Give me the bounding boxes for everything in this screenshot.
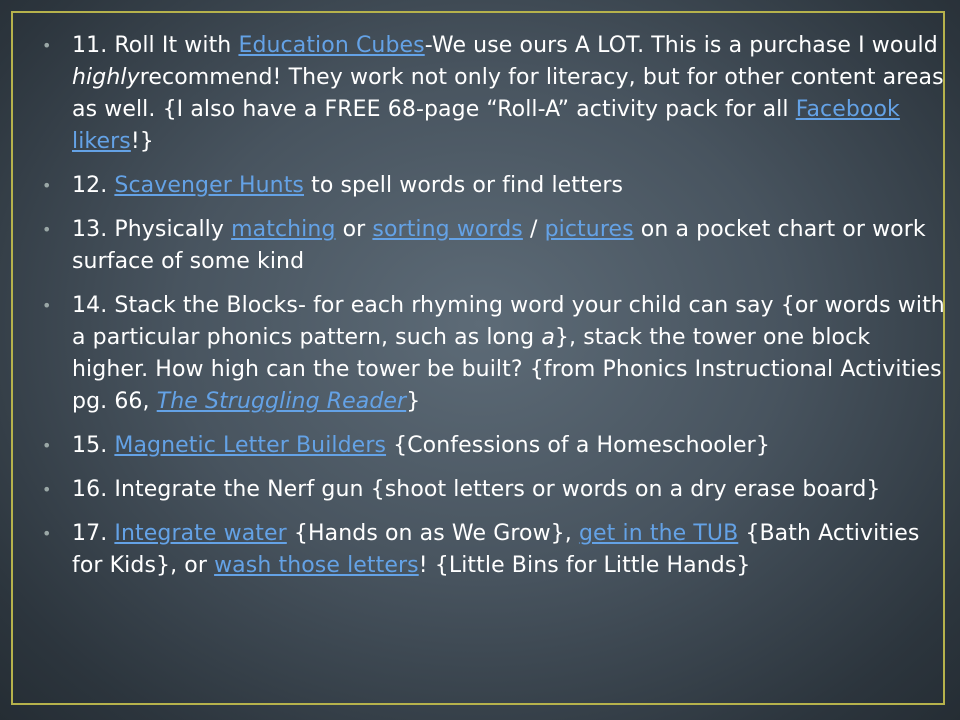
bullet-dot-icon: • [42,296,52,315]
emphasis-text: a [541,325,555,350]
emphasis-text: highly [72,65,140,90]
body-text: / [522,217,545,242]
bullet-dot-icon: • [42,524,52,543]
hyperlink[interactable]: Scavenger Hunts [114,173,304,198]
bullet-item [40,214,952,278]
body-text: on a pocket chart or work surface of some kind [72,217,926,274]
bullet-dot-icon: • [42,36,52,55]
body-text: 15. [72,433,115,458]
hyperlink[interactable]: Facebook likers [72,97,900,154]
body-text: ! {Little Bins for Little Hands} [418,553,751,578]
hyperlink[interactable]: sorting words [372,217,523,242]
body-text: 16. Integrate the Nerf gun {shoot letters or words on a dry erase board} [72,477,881,502]
body-text: 11. Roll It with [72,33,239,58]
body-text: {Confessions of a Homeschooler} [386,433,770,458]
body-text: 12. [72,173,115,198]
hyperlink[interactable]: Magnetic Letter Builders [114,433,387,458]
body-text: {Bath Activities for Kids}, or [72,521,920,578]
body-text: }, stack the tower one block higher. How high can the tower be built? {from Phonics Instructional Activities pg. 66, [72,325,942,414]
bullet-item [40,30,952,158]
hyperlink[interactable]: Integrate water [114,521,287,546]
body-text: 14. Stack the Blocks- for each rhyming word your child can say {or words with a particular phonics pattern, such as long [72,293,945,350]
body-text: recommend! They work not only for literacy, but for other content areas as well. {I also have a FREE 68-page “Roll-A” activity pack for all [72,65,944,122]
bullet-item [40,170,952,202]
hyperlink[interactable]: pictures [544,217,634,242]
body-text: or [335,217,373,242]
bullet-list [40,30,952,594]
bullet-item [40,430,952,462]
bullet-item [40,474,952,506]
bullet-dot-icon: • [42,176,52,195]
hyperlink[interactable]: matching [231,217,336,242]
hyperlink[interactable]: The Struggling Reader [156,389,407,414]
bullet-dot-icon: • [42,436,52,455]
body-text: -We use ours A LOT. This is a purchase I would [424,33,938,58]
bullet-item [40,290,952,418]
bullet-item [40,518,952,582]
body-text: 13. Physically [72,217,232,242]
hyperlink[interactable]: Education Cubes [238,33,425,58]
hyperlink[interactable]: wash those letters [214,553,419,578]
hyperlink[interactable]: get in the TUB [578,521,739,546]
bullet-dot-icon: • [42,220,52,239]
body-text: 17. [72,521,115,546]
body-text: {Hands on as We Grow}, [286,521,579,546]
body-text: to spell words or find letters [304,173,624,198]
bullet-dot-icon: • [42,480,52,499]
body-text: } [406,389,421,414]
body-text: !} [130,129,154,154]
